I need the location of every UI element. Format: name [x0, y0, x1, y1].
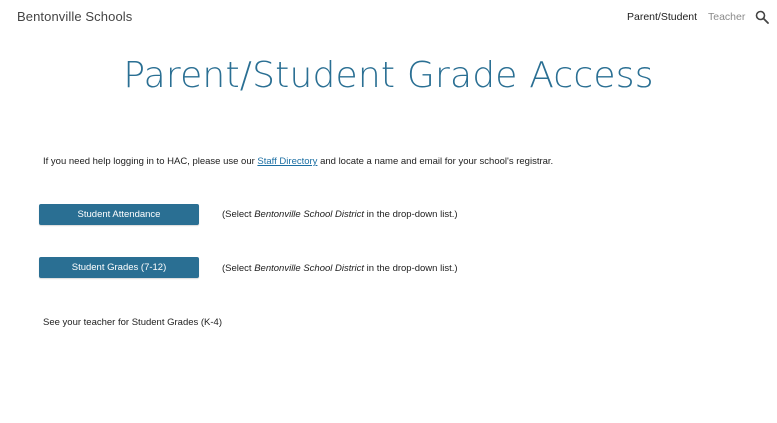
site-title-link[interactable]: Bentonville Schools [17, 9, 133, 24]
search-icon[interactable] [755, 10, 769, 24]
note-after: in the drop-down list.) [364, 209, 458, 220]
student-grades-button[interactable]: Student Grades (7-12) [39, 257, 199, 278]
help-text [43, 156, 553, 167]
note-before: (Select [222, 263, 255, 274]
page-title: Parent/Student Grade Access [123, 55, 654, 96]
site-header [0, 0, 777, 36]
help-text-after: and locate a name and email for your school's registrar. [317, 156, 554, 167]
nav-item-parent-student[interactable]: Parent/Student [627, 11, 698, 23]
student-attendance-button[interactable]: Student Attendance [39, 204, 199, 225]
note-after: in the drop-down list.) [364, 263, 458, 274]
grades-note [222, 263, 458, 274]
staff-directory-link[interactable]: Staff Directory [257, 156, 318, 167]
help-text-before: If you need help logging in to HAC, please use our [43, 156, 258, 167]
note-before: (Select [222, 209, 255, 220]
attendance-note [222, 209, 458, 220]
nav-item-teacher[interactable]: Teacher [708, 11, 746, 23]
k4-grades-note: See your teacher for Student Grades (K-4) [43, 317, 223, 328]
note-district: Bentonville School District [254, 209, 365, 220]
note-district: Bentonville School District [254, 263, 365, 274]
